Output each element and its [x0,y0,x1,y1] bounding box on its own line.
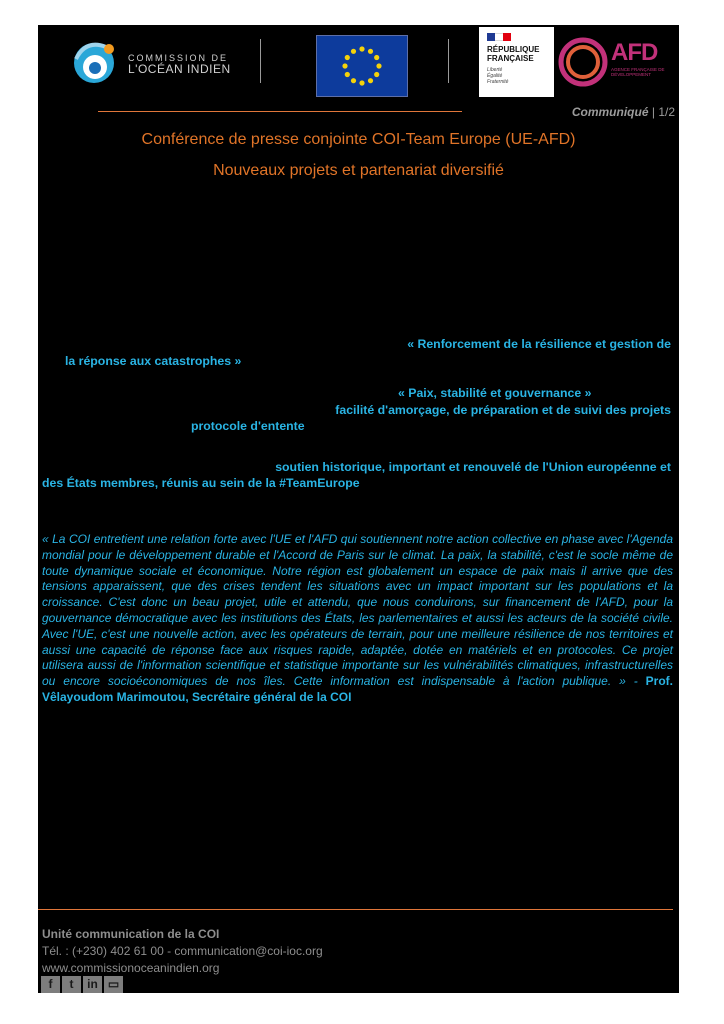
footer-contact: Tél. : (+230) 402 61 00 - communication@coi-ioc.org [42,944,323,958]
highlight-paix: « Paix, stabilité et gouvernance » [398,386,592,400]
coi-line2: L'OCÉAN INDIEN [128,62,231,76]
footer-rule [38,909,673,910]
social-links [41,976,125,993]
highlight-soutien: soutien historique, important et renouvelé de l'Union européenne et [275,460,671,474]
logo-divider [448,39,449,83]
document-page [38,25,679,993]
page-number: 1/2 [658,105,675,119]
afd-ring-icon [555,31,611,93]
republique-francaise-logo [479,27,554,97]
document-title: Conférence de presse conjointe COI-Team Europe (UE-AFD) [141,131,576,148]
rf-motto-1: Liberté [487,67,503,73]
highlight-protocole: protocole d'entente [191,419,305,433]
french-flag-icon [487,33,511,41]
document-subtitle: Nouveaux projets et partenariat diversifié [213,162,504,179]
facebook-icon[interactable]: f [41,976,60,993]
communique-label: Communiqué [571,105,649,119]
logo-divider [260,39,261,83]
coi-logo [66,35,236,91]
linkedin-icon[interactable]: in [83,976,102,993]
afd-logo [555,29,679,95]
coi-emblem-icon [66,35,122,91]
coi-wordmark [128,53,231,75]
footer-website[interactable]: www.commissionoceanindien.org [42,961,220,975]
highlight-resilience-cont: la réponse aux catastrophes » [65,354,242,368]
highlight-resilience: « Renforcement de la résilience et gestion de [407,337,671,351]
highlight-teameurope: des États membres, réunis au sein de la #TeamEurope [42,476,360,490]
coi-line1: COMMISSION DE [128,53,229,63]
eu-stars-icon [317,36,407,96]
afd-wordmark: AFD [611,39,658,66]
header-rule [98,111,462,112]
rf-motto-2: Égalité [487,73,503,79]
rf-motto-3: Fraternité [487,79,509,85]
twitter-icon[interactable]: t [62,976,81,993]
rf-motto [487,67,508,85]
rf-wordmark [487,45,539,63]
rf-line2: FRANÇAISE [487,54,534,63]
youtube-icon[interactable]: ▭ [104,976,123,993]
eu-flag-logo [316,35,408,97]
document-label: Communiqué | 1/2 [571,105,675,119]
afd-subtitle: AGENCE FRANÇAISE DE DÉVELOPPEMENT [611,67,665,77]
rf-line1: RÉPUBLIQUE [487,45,540,54]
footer-unit: Unité communication de la COI [42,927,220,941]
highlight-facilite: facilité d'amorçage, de préparation et de suivi des projets [335,403,671,417]
quote-paragraph [42,532,673,706]
quote-text: « La COI entretient une relation forte avec l'UE et l'AFD qui soutiennent notre action collective en phase avec l'Agenda mondial pour le développement durable et l'Accord de Paris sur le climat. La paix, la stabilité, c'est le socle même de toute dynamique sociale et économique. Notre région est globalement un espace de paix mais il arrive que des tensions apparaissent, que des crises tendent les situations avec un impact important sur les populations et la croissance. C'est donc un beau projet, utile et attendu, que nous conduirons, sur financement de l'AFD, pour la gouvernance démocratique avec les institutions des États, les parlementaires et aussi les acteurs de la société civile. Avec l'UE, c'est une nouvelle action, avec les opérateurs de terrain, pour une meilleure résilience de nos territoires et aussi une capacité de réponse face aux risques rapide, adaptée, dotée en matériels et en protocoles. Ce projet utilisera aussi de l'information scientifique et statistique importante sur les vulnérabilités climatiques, infrastructurelles ou encore socioéconomiques de nos îles. Cette information est indispensable à l'action publique. » - [42,532,673,689]
quote-signature: Prof. Vêlayoudom Marimoutou, Secrétaire général de la COI [42,674,673,704]
